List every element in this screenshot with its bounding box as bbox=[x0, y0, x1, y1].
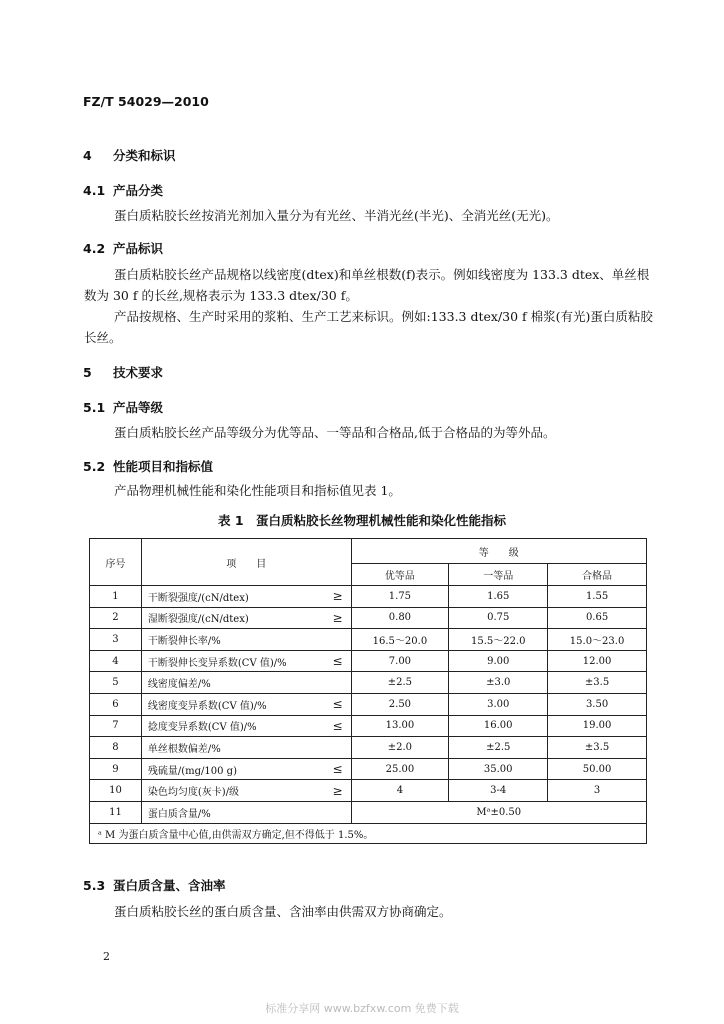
row-no bbox=[90, 715, 142, 737]
row-value-premium-text: 7.00 bbox=[388, 655, 412, 667]
row-value-qualified-text: ±3.5 bbox=[584, 741, 610, 753]
header-grade-first: 一等品 bbox=[449, 564, 548, 586]
section-number: 5 bbox=[83, 365, 92, 380]
section-4-1-heading bbox=[83, 181, 163, 199]
section-title: 性能项目和指标值 bbox=[113, 459, 214, 474]
row-value-premium-text: 0.80 bbox=[388, 612, 412, 624]
row-value-qualified-text: 1.55 bbox=[585, 590, 609, 602]
row-value-first bbox=[449, 629, 548, 651]
performance-table bbox=[89, 538, 647, 844]
section-4-2-para2-line1: 产品按规格、生产时采用的浆粕、生产工艺来标识。例如:133.3 dtex/30 f 棉浆(有光)蛋白质粘胶 bbox=[114, 309, 653, 324]
row-value-first bbox=[449, 607, 548, 629]
row-value-first bbox=[449, 715, 548, 737]
row-value-first bbox=[449, 586, 548, 608]
row-value-premium-text: ±2.0 bbox=[387, 741, 413, 753]
section-4-heading bbox=[83, 146, 176, 164]
table-row bbox=[90, 672, 647, 694]
section-5-1-text: 蛋白质粘胶长丝产品等级分为优等品、一等品和合格品,低于合格品的为等外品。 bbox=[114, 425, 556, 440]
table-row bbox=[90, 758, 647, 780]
row-value-premium bbox=[351, 715, 449, 737]
header-grade-premium: 优等品 bbox=[351, 564, 449, 586]
row-value-qualified bbox=[548, 672, 647, 694]
row-item-text: 湿断裂强度/(cN/dtex) bbox=[147, 614, 249, 626]
page-number: 2 bbox=[103, 950, 110, 963]
section-5-heading bbox=[83, 363, 163, 381]
row-value-qualified-text: 12.00 bbox=[582, 655, 612, 667]
row-no-text: 4 bbox=[112, 655, 119, 667]
row-no-text: 3 bbox=[112, 633, 119, 645]
table-body bbox=[90, 586, 647, 802]
row-no-text: 9 bbox=[112, 763, 119, 775]
section-title: 蛋白质含量、含油率 bbox=[113, 878, 226, 893]
section-4-2-para1-line2: 数为 30 f 的长丝,规格表示为 133.3 dtex/30 f。 bbox=[84, 288, 358, 303]
row-value-premium bbox=[351, 586, 449, 608]
section-number: 4 bbox=[83, 148, 92, 163]
row-value-premium bbox=[351, 758, 449, 780]
section-5-3-heading bbox=[83, 876, 226, 894]
table-row bbox=[90, 693, 647, 715]
comparison-symbol: ≤ bbox=[332, 718, 343, 733]
row-value-first-text: 15.5～22.0 bbox=[470, 635, 526, 647]
row-value-first-text: 1.65 bbox=[487, 590, 510, 602]
comparison-symbol: ≥ bbox=[332, 610, 343, 625]
table-row bbox=[90, 737, 647, 759]
row-item bbox=[141, 650, 351, 672]
row-value-qualified-text: 15.0～23.0 bbox=[569, 635, 625, 647]
row-no bbox=[90, 607, 142, 629]
comparison-symbol: ≥ bbox=[332, 783, 343, 798]
row-value-merged: Mᵃ±0.50 bbox=[351, 801, 646, 823]
row-item bbox=[141, 586, 351, 608]
row-no bbox=[90, 650, 142, 672]
table-row bbox=[90, 607, 647, 629]
row-value-first-text: ±3.0 bbox=[486, 677, 511, 689]
row-value-first bbox=[449, 758, 548, 780]
row-no-text: 8 bbox=[112, 741, 119, 753]
section-5-2-heading bbox=[83, 457, 213, 475]
row-value-first-text: ±2.5 bbox=[486, 741, 511, 753]
row-item-text: 线密度变异系数(CV 值)/% bbox=[147, 700, 267, 712]
section-4-2-heading bbox=[83, 239, 163, 257]
row-value-first bbox=[449, 780, 548, 802]
row-value-qualified bbox=[548, 715, 647, 737]
row-no-text: 5 bbox=[112, 677, 119, 689]
section-title: 产品分类 bbox=[113, 183, 164, 198]
row-value-first bbox=[449, 650, 548, 672]
comparison-symbol: ≥ bbox=[332, 589, 343, 604]
row-item bbox=[141, 758, 351, 780]
row-item bbox=[141, 693, 351, 715]
row-no bbox=[90, 672, 142, 694]
row-no bbox=[90, 758, 142, 780]
section-number: 5.2 bbox=[83, 459, 106, 474]
row-item-text: 干断裂伸长变异系数(CV 值)/% bbox=[147, 657, 287, 669]
section-number: 4.2 bbox=[83, 241, 106, 256]
row-value-premium-text: 4 bbox=[396, 785, 404, 797]
row-item-text: 干断裂伸长率/% bbox=[147, 635, 221, 647]
section-4-1-text: 蛋白质粘胶长丝按消光剂加入量分为有光丝、半消光丝(半光)、全消光丝(无光)。 bbox=[114, 208, 559, 223]
row-item-text: 线密度偏差/% bbox=[147, 679, 211, 691]
row-value-premium bbox=[351, 607, 449, 629]
row-item-text: 单丝根数偏差/% bbox=[147, 743, 221, 755]
comparison-symbol: ≤ bbox=[332, 654, 343, 669]
row-value-qualified-text: 3.50 bbox=[585, 698, 609, 710]
section-4-2-para1-line1: 蛋白质粘胶长丝产品规格以线密度(dtex)和单丝根数(f)表示。例如线密度为 133.3 dtex、单丝根 bbox=[114, 267, 650, 282]
section-title: 技术要求 bbox=[113, 365, 164, 380]
comparison-symbol: ≤ bbox=[332, 697, 343, 712]
row-value-first-text: 3-4 bbox=[490, 785, 507, 797]
row-value-premium-text: 13.00 bbox=[385, 720, 415, 732]
row-value-first bbox=[449, 693, 548, 715]
row-value-first-text: 0.75 bbox=[487, 612, 510, 624]
row-value-qualified-text: 50.00 bbox=[582, 763, 612, 775]
row-item-text: 染色均匀度(灰卡)/级 bbox=[147, 787, 240, 799]
section-4-2-para2-line2: 长丝。 bbox=[84, 330, 122, 345]
row-no bbox=[90, 737, 142, 759]
row-no bbox=[90, 780, 142, 802]
row-item bbox=[141, 715, 351, 737]
row-no bbox=[90, 629, 142, 651]
row-value-qualified-text: 19.00 bbox=[582, 720, 612, 732]
table-footnote: ᵃ M 为蛋白质含量中心值,由供需双方确定,但不得低于 1.5%。 bbox=[90, 823, 647, 843]
row-value-first-text: 16.00 bbox=[483, 720, 513, 732]
section-number: 5.3 bbox=[83, 878, 106, 893]
row-no: 11 bbox=[90, 801, 142, 823]
header-item: 项 目 bbox=[141, 539, 351, 586]
row-value-premium bbox=[351, 693, 449, 715]
row-no-text: 2 bbox=[112, 612, 119, 624]
row-value-qualified-text: ±3.5 bbox=[584, 677, 610, 689]
row-value-qualified bbox=[548, 629, 647, 651]
row-value-qualified-text: 0.65 bbox=[585, 612, 609, 624]
comparison-symbol: ≤ bbox=[332, 762, 343, 777]
header-grade: 等 级 bbox=[351, 539, 646, 564]
table-row bbox=[90, 629, 647, 651]
row-no bbox=[90, 586, 142, 608]
row-item bbox=[141, 780, 351, 802]
row-value-first bbox=[449, 672, 548, 694]
row-item-text: 捻度变异系数(CV 值)/% bbox=[147, 722, 257, 734]
row-value-qualified bbox=[548, 607, 647, 629]
row-item-text: 残硫量/(mg/100 g) bbox=[147, 765, 237, 777]
row-item: 蛋白质含量/% bbox=[141, 801, 351, 823]
section-5-2-text: 产品物理机械性能和染化性能项目和指标值见表 1。 bbox=[114, 483, 401, 498]
row-item bbox=[141, 737, 351, 759]
row-no-text: 10 bbox=[109, 785, 122, 797]
table-caption: 表 1 蛋白质粘胶长丝物理机械性能和染化性能指标 bbox=[217, 513, 507, 528]
section-title: 分类和标识 bbox=[113, 148, 176, 163]
row-no-text: 1 bbox=[112, 590, 119, 602]
section-number: 5.1 bbox=[83, 400, 106, 415]
row-value-premium bbox=[351, 780, 449, 802]
row-value-qualified bbox=[548, 693, 647, 715]
row-item bbox=[141, 629, 351, 651]
table-row bbox=[90, 715, 647, 737]
row-value-qualified bbox=[548, 758, 647, 780]
section-title: 产品标识 bbox=[113, 241, 164, 256]
watermark: 标准分享网 www.bzfxw.com 免费下载 bbox=[265, 1002, 459, 1015]
section-5-3-text: 蛋白质粘胶长丝的蛋白质含量、含油率由供需双方协商确定。 bbox=[114, 904, 452, 919]
document-header: FZ/T 54029—2010 bbox=[83, 94, 209, 109]
row-value-qualified bbox=[548, 780, 647, 802]
row-value-first-text: 3.00 bbox=[487, 698, 510, 710]
table-row bbox=[90, 650, 647, 672]
row-value-premium-text: 25.00 bbox=[385, 763, 415, 775]
row-value-premium bbox=[351, 737, 449, 759]
row-item bbox=[141, 672, 351, 694]
header-no: 序号 bbox=[90, 539, 142, 586]
row-value-premium bbox=[351, 629, 449, 651]
section-number: 4.1 bbox=[83, 183, 106, 198]
table-row bbox=[90, 586, 647, 608]
row-value-first bbox=[449, 737, 548, 759]
table-row bbox=[90, 780, 647, 802]
row-no-text: 6 bbox=[112, 698, 119, 710]
row-item bbox=[141, 607, 351, 629]
row-value-premium-text: ±2.5 bbox=[387, 677, 413, 689]
row-value-first-text: 9.00 bbox=[487, 655, 510, 667]
row-value-premium bbox=[351, 650, 449, 672]
row-value-qualified bbox=[548, 650, 647, 672]
row-value-qualified bbox=[548, 737, 647, 759]
row-value-qualified-text: 3 bbox=[593, 785, 601, 797]
row-value-qualified bbox=[548, 586, 647, 608]
header-grade-qualified: 合格品 bbox=[548, 564, 647, 586]
row-no bbox=[90, 693, 142, 715]
row-value-premium-text: 16.5～20.0 bbox=[372, 635, 428, 647]
row-value-first-text: 35.00 bbox=[483, 763, 513, 775]
row-value-premium-text: 1.75 bbox=[388, 590, 412, 602]
row-no-text: 7 bbox=[112, 720, 119, 732]
row-value-premium bbox=[351, 672, 449, 694]
row-item-text: 干断裂强度/(cN/dtex) bbox=[147, 592, 249, 604]
row-value-premium-text: 2.50 bbox=[388, 698, 412, 710]
section-5-1-heading bbox=[83, 398, 163, 416]
section-title: 产品等级 bbox=[113, 400, 164, 415]
